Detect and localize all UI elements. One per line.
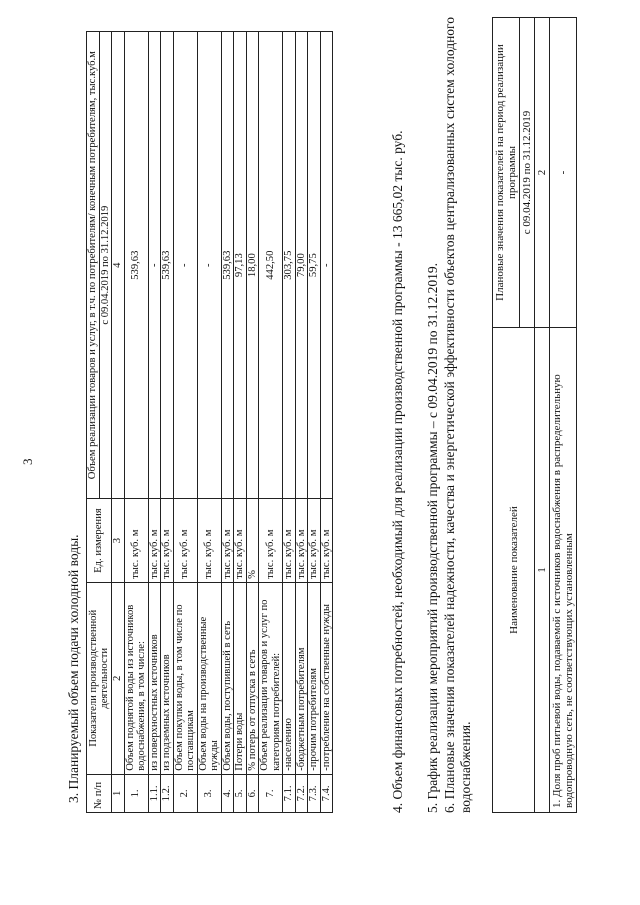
row-value: 442,50 [259,32,283,499]
row-indicator: Объем реализации товаров и услуг по категориям потребителей: [259,582,283,774]
row-value: 539,63 [221,32,234,499]
col-index: 3 [112,499,125,583]
row-unit: тыс. куб. м [124,499,148,583]
row-value: - [320,32,333,499]
row-number: 7. [259,774,283,812]
row-indicator: -потребление на собственные нужды [320,582,333,774]
row-number: 6. [246,774,259,812]
table-row [308,32,321,813]
row-number: 3. [197,774,221,812]
paragraph-financial-needs: 4. Объем финансовых потребностей, необходимый для реализации производственной программы - 13 665,02 тыс. руб. [390,130,405,813]
row-indicator: из поверхностных источников [148,582,161,774]
row-number: 4. [221,774,234,812]
row-indicator: -бюджетным потребителям [295,582,308,774]
col-index: 2 [535,18,550,328]
table-row [246,32,259,813]
table-row [259,32,283,813]
row-value: - [148,32,161,499]
page-number: 3 [20,458,35,465]
row-indicator: из подземных источников [161,582,174,774]
water-supply-table [86,31,333,813]
row-value: 18,00 [246,32,259,499]
paragraph-schedule: 5. График реализации мероприятий производственной программы – с 09.04.2019 по 31.12.2019. [425,262,440,813]
row-indicator: % потерь от отпуска в сеть [246,582,259,774]
table-row [320,32,333,813]
row-unit: тыс. куб. м [295,499,308,583]
row-number: 1.1. [148,774,161,812]
row-indicator: Объем воды, поступившей в сеть [221,582,234,774]
row-number: 5. [234,774,247,812]
col-number-header: № п/п [87,774,112,812]
row-number: 7.2. [295,774,308,812]
indicators-table [492,17,577,813]
table-row [283,32,296,813]
indicator-name-header: Наименование показателей [493,328,535,813]
col-index: 1 [112,774,125,812]
col-index: 1 [535,328,550,813]
row-number: 2. [173,774,197,812]
row-unit: тыс. куб. м [308,499,321,583]
row-indicator: Потери воды [234,582,247,774]
row-unit: тыс. куб. м [320,499,333,583]
row-unit: тыс. куб. м [148,499,161,583]
plan-values-header: Плановые значения показателей на период реализации программы [493,18,520,328]
indicator-row-value: - [550,18,577,328]
row-unit: % [246,499,259,583]
indicator-row-name: 1. Доля проб питьевой воды, подаваемой с источников водоснабжения в распределительную водопроводную сеть, не соответствующих установленным [550,328,577,813]
col-index: 2 [112,582,125,774]
row-value: 59,75 [308,32,321,499]
row-value: - [173,32,197,499]
row-unit: тыс. куб. м [221,499,234,583]
table-row [295,32,308,813]
table-row [173,32,197,813]
col-unit-header: Ед. измерения [87,499,112,583]
row-unit: тыс. куб. м [197,499,221,583]
col-indicator-header: Показатели производственной деятельности [87,582,112,774]
row-value: 539,63 [161,32,174,499]
row-number: 1.2. [161,774,174,812]
row-number: 7.4. [320,774,333,812]
row-number: 7.3. [308,774,321,812]
table-row [161,32,174,813]
row-unit: тыс. куб. м [161,499,174,583]
plan-period-header: с 09.04.2019 по 31.12.2019 [520,18,535,328]
row-value: 79,00 [295,32,308,499]
row-number: 1. [124,774,148,812]
row-indicator: Объем покупки воды, в том числе по поставщикам [173,582,197,774]
row-indicator: -прочим потребителям [308,582,321,774]
row-indicator: -населению [283,582,296,774]
row-value: 97,13 [234,32,247,499]
col-volume-period: с 09.04.2019 по 31.12.2019 [99,32,112,499]
row-value: 303,75 [283,32,296,499]
paragraph-indicators: 6. Плановые значения показателей надежности, качества и энергетической эффективности объектов централизованных систем холодного водоснабжения. [442,17,473,813]
row-unit: тыс. куб. м [234,499,247,583]
section-title: 3. Планируемый объем подачи холодной воды. [66,534,81,803]
row-unit: тыс. куб. м [259,499,283,583]
table-row [148,32,161,813]
row-number: 7.1. [283,774,296,812]
row-indicator: Объем воды на производственные нужды [197,582,221,774]
row-value: - [197,32,221,499]
row-unit: тыс. куб. м [283,499,296,583]
table-row [124,32,148,813]
col-index: 4 [112,32,125,499]
row-unit: тыс. куб. м [173,499,197,583]
row-value: 539,63 [124,32,148,499]
table-row [221,32,234,813]
col-volume-header: Объем реализации товаров и услуг, в т.ч. по потребителям/ конечным потребителям, тыс.куб.м [87,32,100,499]
table-row [234,32,247,813]
table-row [197,32,221,813]
row-indicator: Объем поднятой воды из источников водоснабжения, в том числе: [124,582,148,774]
